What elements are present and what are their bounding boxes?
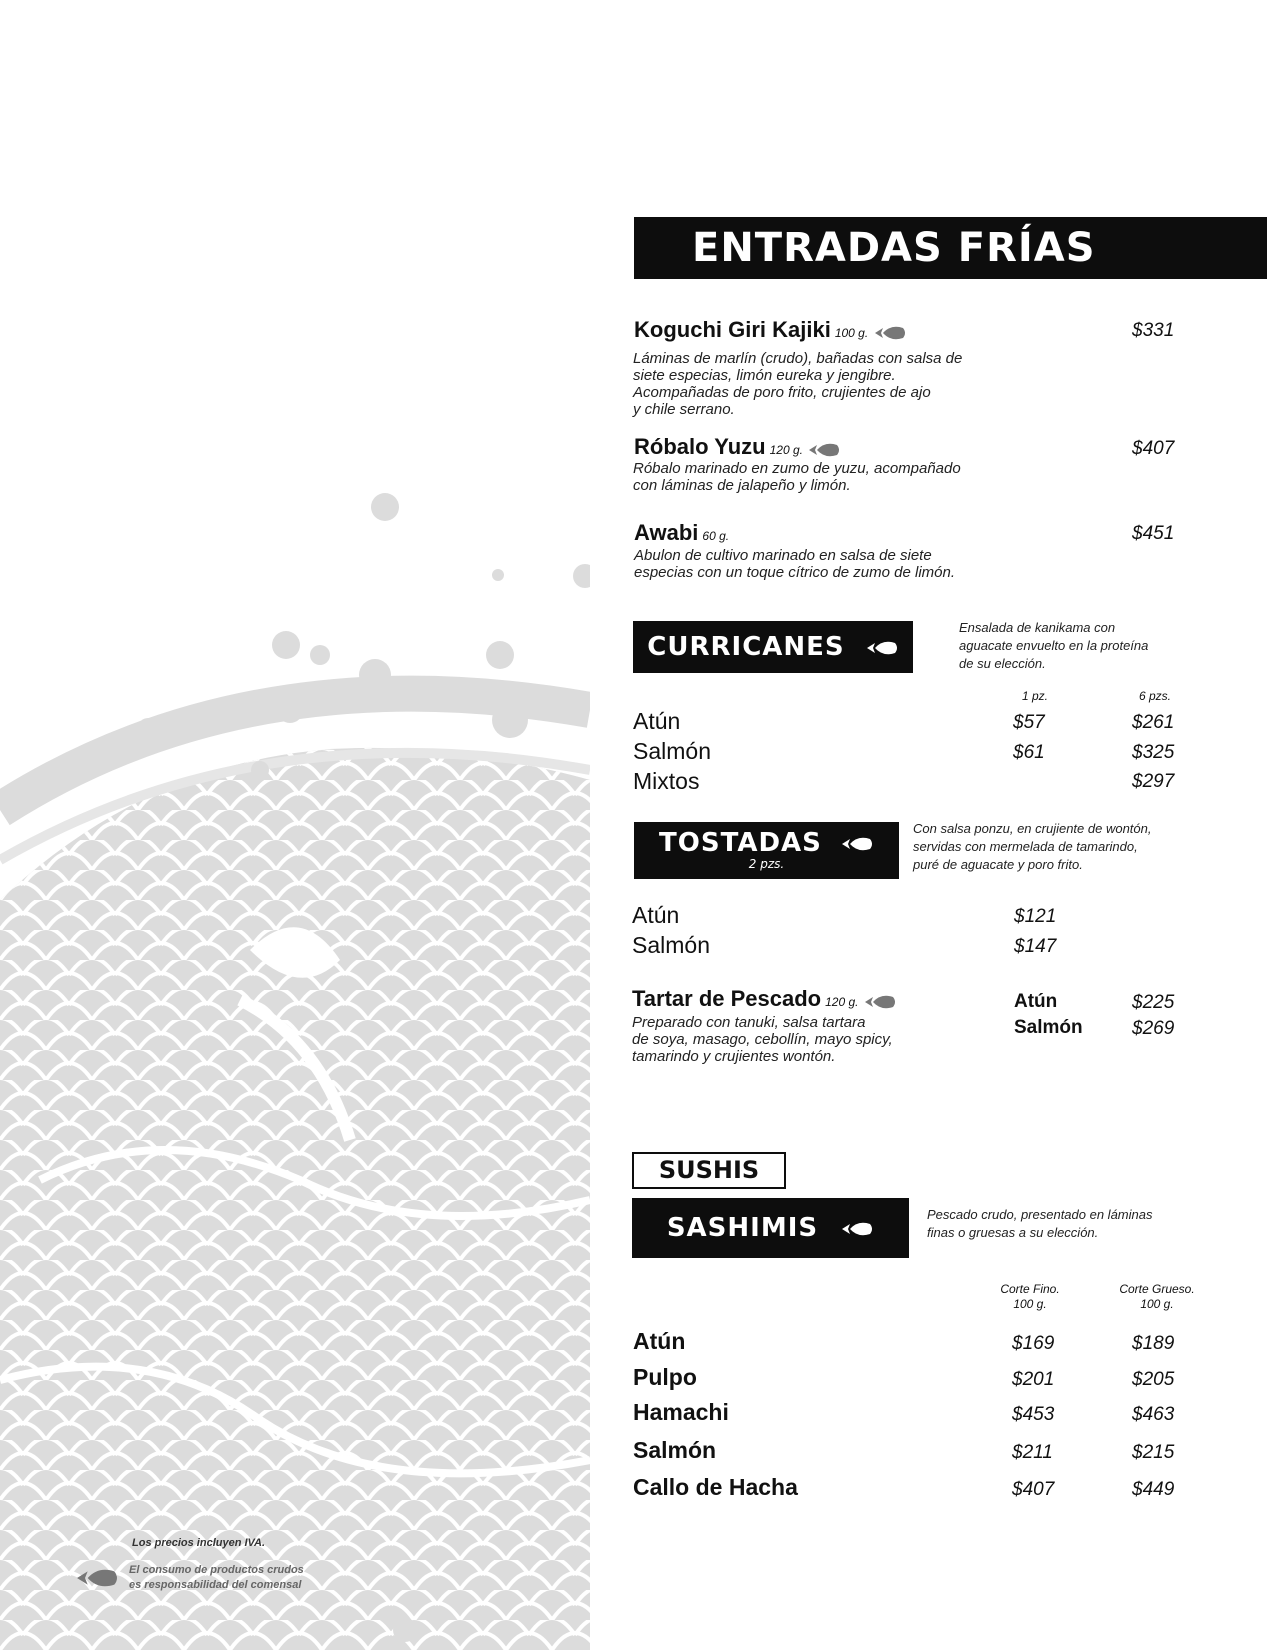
- description-line: Róbalo marinado en zumo de yuzu, acompañado: [633, 460, 961, 477]
- raw-consumption-warning: [129, 1563, 304, 1593]
- item-weight: 120 g.: [825, 995, 859, 1009]
- fish-icon: [863, 993, 897, 1011]
- row-name: Atún: [633, 1328, 686, 1354]
- row-name: Mixtos: [633, 768, 700, 794]
- item-description: [634, 547, 955, 581]
- description-line: tamarindo y crujientes wontón.: [632, 1048, 836, 1065]
- column-header-line: Corte Grueso.: [1119, 1282, 1195, 1296]
- column-header: 6 pzs.: [1138, 689, 1171, 703]
- row-price: $57: [1013, 712, 1045, 733]
- fish-icon: [74, 1566, 120, 1590]
- koi-wave-background-art: [0, 480, 590, 1650]
- item-name: Awabi: [634, 520, 699, 545]
- row-price: $453: [1012, 1404, 1055, 1425]
- row-price: $325: [1132, 742, 1175, 763]
- column-header-line: 100 g.: [1013, 1297, 1047, 1311]
- section-note: [927, 1206, 1152, 1242]
- option-name: Atún: [1014, 991, 1058, 1012]
- row-price: $211: [1012, 1442, 1053, 1463]
- iva-note: Los precios incluyen IVA.: [132, 1537, 266, 1549]
- warning-line: es responsabilidad del comensal: [129, 1579, 302, 1591]
- fish-icon: [873, 324, 907, 342]
- sushis-label: SUSHIS: [632, 1152, 786, 1189]
- menu-item: [634, 520, 729, 546]
- fish-icon: [865, 639, 899, 657]
- column-header: 1 pz.: [1021, 689, 1048, 703]
- option-price: $269: [1132, 1018, 1175, 1039]
- warning-line: El consumo de productos crudos: [129, 1564, 304, 1576]
- item-price: $331: [1132, 320, 1175, 341]
- row-name: Callo de Hacha: [633, 1474, 798, 1500]
- description-line: siete especias, limón eureka y jengibre.: [633, 367, 896, 384]
- menu-item: [634, 317, 907, 343]
- row-name: Hamachi: [633, 1399, 729, 1425]
- item-description: [633, 460, 961, 494]
- page-title: ENTRADAS FRÍAS: [692, 225, 1096, 271]
- item-name: Róbalo Yuzu: [634, 434, 766, 459]
- column-header: [990, 1282, 1070, 1312]
- section-title: CURRICANES: [647, 632, 845, 662]
- row-name: Salmón: [633, 1437, 717, 1463]
- section-title: SASHIMIS: [666, 1213, 819, 1243]
- section-title-banner: [634, 217, 1267, 279]
- section-note: [959, 619, 1148, 673]
- row-price: $407: [1012, 1479, 1055, 1500]
- note-line: de su elección.: [959, 656, 1046, 671]
- item-weight: 120 g.: [769, 443, 803, 457]
- section-title: TOSTADAS: [659, 828, 822, 858]
- row-price: $215: [1132, 1442, 1175, 1463]
- fish-icon: [807, 441, 841, 459]
- description-line: Láminas de marlín (crudo), bañadas con salsa de: [633, 350, 963, 367]
- item-description: [632, 1014, 893, 1065]
- fish-icon: [840, 1220, 874, 1238]
- description-line: Acompañadas de poro frito, crujientes de ajo: [633, 384, 931, 401]
- description-line: Preparado con tanuki, salsa tartara: [632, 1014, 866, 1031]
- row-price: $61: [1013, 742, 1045, 763]
- note-line: Pescado crudo, presentado en láminas: [927, 1207, 1153, 1222]
- item-description: [633, 350, 962, 418]
- row-name: Salmón: [632, 932, 710, 958]
- row-price: $463: [1132, 1404, 1175, 1425]
- note-line: aguacate envuelto en la proteína: [959, 638, 1149, 653]
- description-line: Abulon de cultivo marinado en salsa de siete: [634, 547, 932, 564]
- section-note: [913, 820, 1152, 874]
- description-line: con láminas de jalapeño y limón.: [633, 477, 851, 494]
- row-name: Atún: [633, 708, 681, 734]
- row-name: Atún: [632, 902, 680, 928]
- item-weight: 100 g.: [834, 326, 869, 340]
- option-name: Salmón: [1014, 1017, 1083, 1038]
- note-line: puré de aguacate y poro frito.: [913, 857, 1083, 872]
- note-line: Con salsa ponzu, en crujiente de wontón,: [913, 821, 1152, 836]
- item-name: Koguchi Giri Kajiki: [634, 317, 831, 342]
- description-line: y chile serrano.: [633, 401, 735, 418]
- note-line: servidas con mermelada de tamarindo,: [913, 839, 1138, 854]
- row-price: $147: [1014, 936, 1057, 957]
- row-price: $449: [1132, 1479, 1175, 1500]
- row-price: $169: [1012, 1333, 1055, 1354]
- item-weight: 60 g.: [702, 529, 730, 543]
- row-price: $121: [1014, 906, 1057, 927]
- row-price: $205: [1132, 1369, 1175, 1390]
- note-line: finas o gruesas a su elección.: [927, 1225, 1099, 1240]
- row-name: Pulpo: [633, 1364, 697, 1390]
- item-name: Tartar de Pescado: [632, 986, 822, 1011]
- column-header-line: 100 g.: [1140, 1297, 1174, 1311]
- description-line: especias con un toque cítrico de zumo de limón.: [634, 564, 956, 581]
- row-price: $201: [1012, 1369, 1055, 1390]
- menu-item: [632, 986, 897, 1012]
- fish-icon: [840, 835, 874, 853]
- row-price: $297: [1132, 771, 1175, 792]
- item-price: $407: [1132, 438, 1175, 459]
- item-price: $451: [1132, 523, 1175, 544]
- option-price: $225: [1132, 992, 1175, 1013]
- curricanes-banner: [633, 621, 913, 673]
- description-line: de soya, masago, cebollín, mayo spicy,: [632, 1031, 893, 1048]
- row-price: $261: [1132, 712, 1175, 733]
- sashimis-banner: [632, 1198, 909, 1258]
- row-name: Salmón: [633, 738, 711, 764]
- note-line: Ensalada de kanikama con: [959, 620, 1116, 635]
- section-subtitle: 2 pzs.: [748, 857, 785, 871]
- row-price: $189: [1132, 1333, 1175, 1354]
- tostadas-banner: [634, 822, 899, 879]
- column-header-line: Corte Fino.: [1000, 1282, 1060, 1296]
- column-header: [1110, 1282, 1204, 1312]
- menu-item: [634, 434, 841, 460]
